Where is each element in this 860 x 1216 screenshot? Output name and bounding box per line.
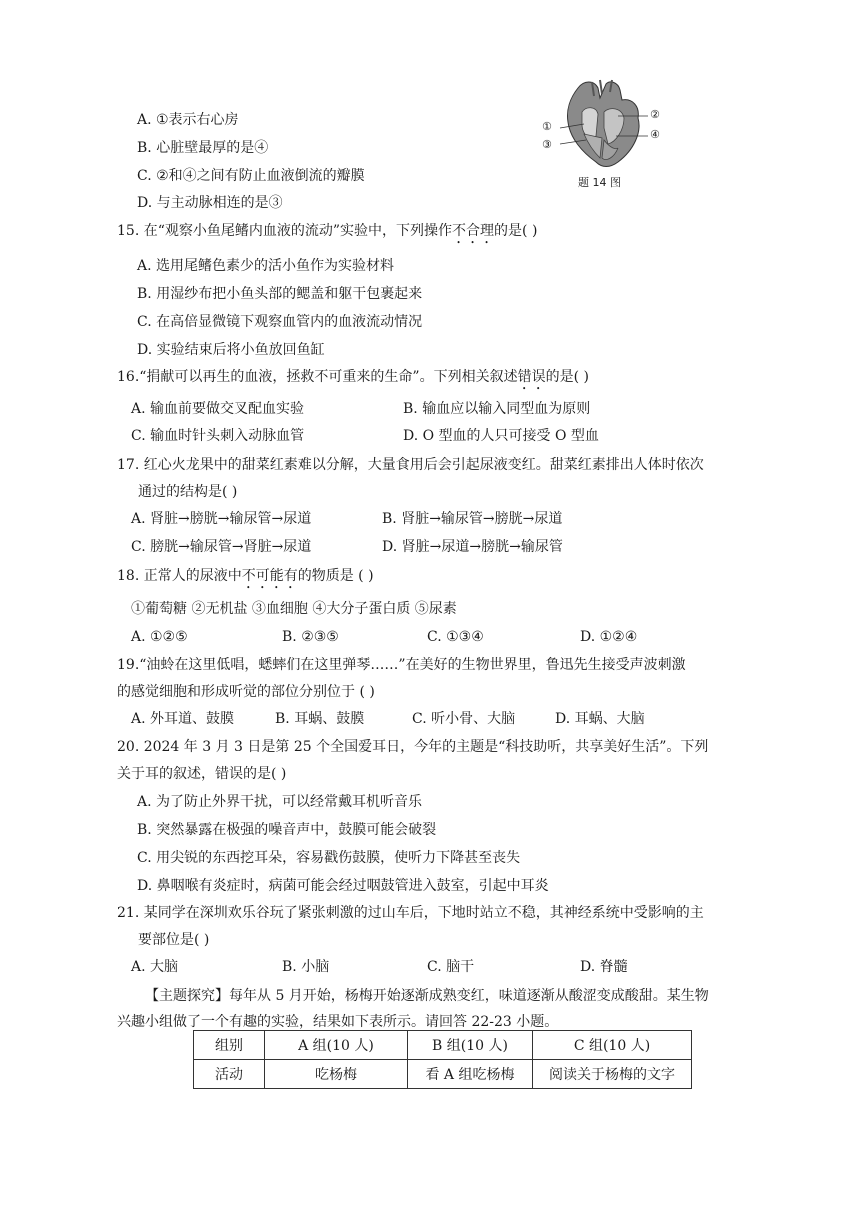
q15-stem-emphasis: 不合理 — [452, 223, 495, 239]
table-cell: C 组(10 人) — [533, 1031, 692, 1060]
q15-option-d: D. 实验结束后将小鱼放回鱼缸 — [137, 342, 325, 358]
q17-stem-line1: 17. 红心火龙果中的甜菜红素难以分解，大量食用后会引起尿液变红。甜菜红素排出人体时依次 — [117, 457, 704, 473]
q18-stem-emphasis: 不可能有 — [241, 568, 298, 584]
figure-caption: 题 14 图 — [578, 176, 621, 189]
q20-option-c: C. 用尖锐的东西挖耳朵，容易戳伤鼓膜，使听力下降甚至丧失 — [137, 850, 521, 866]
q16-option-a: A. 输血前要做交叉配血实验 — [131, 401, 305, 417]
table-cell: 组别 — [194, 1031, 265, 1060]
q14-option-a: A. ①表示右心房 — [137, 112, 239, 128]
figure-label-3: ③ — [542, 138, 552, 151]
heart-diagram-icon — [538, 78, 670, 174]
q15-stem-after: 的是( ) — [494, 223, 538, 239]
table-row — [194, 1031, 692, 1060]
q17-option-c: C. 膀胱→输尿管→肾脏→尿道 — [131, 539, 312, 555]
q20-stem-line2: 关于耳的叙述，错误的是( ) — [117, 766, 287, 782]
q15-stem-before: 15. 在“观察小鱼尾鳍内血液的流动”实验中，下列操作 — [117, 223, 453, 239]
q21-option-a: A. 大脑 — [131, 959, 179, 975]
q16-option-b: B. 输血应以输入同型血为原则 — [403, 401, 591, 417]
q15-stem — [117, 221, 537, 247]
q18-option-d: D. ①②④ — [580, 629, 638, 645]
table-row — [194, 1060, 692, 1089]
q19-option-c: C. 听小骨、大脑 — [412, 711, 516, 727]
table-cell: 活动 — [194, 1060, 265, 1089]
table-cell: 吃杨梅 — [265, 1060, 408, 1089]
q19-option-d: D. 耳蜗、大脑 — [555, 711, 645, 727]
q19-option-a: A. 外耳道、鼓膜 — [131, 711, 235, 727]
q15-option-a: A. 选用尾鳍色素少的活小鱼作为实验材料 — [137, 258, 395, 274]
figure-label-1: ① — [542, 120, 552, 133]
q17-option-b: B. 肾脏→输尿管→膀胱→尿道 — [382, 511, 563, 527]
q17-option-d: D. 肾脏→尿道→膀胱→输尿管 — [382, 539, 563, 555]
theme-intro-line1: 【主题探究】每年从 5 月开始，杨梅开始逐渐成熟变红，味道逐渐从酸涩变成酸甜。某生物 — [145, 988, 709, 1004]
heart-figure — [538, 78, 670, 190]
q16-option-c: C. 输血时针头刺入动脉血管 — [131, 428, 305, 444]
q21-stem-line2: 要部位是( ) — [138, 932, 210, 948]
q18-option-c: C. ①③④ — [427, 629, 484, 645]
table-cell: 看 A 组吃杨梅 — [408, 1060, 533, 1089]
q18-option-a: A. ①②⑤ — [131, 629, 188, 645]
q16-stem-after: 的是( ) — [545, 369, 589, 385]
q21-stem-line1: 21. 某同学在深圳欢乐谷玩了紧张刺激的过山车后，下地时站立不稳，其神经系统中受影响的主 — [117, 905, 704, 921]
q18-stem — [117, 566, 374, 592]
q16-stem-before: 16.“捐献可以再生的血液，拯救不可重来的生命”。下列相关叙述 — [117, 369, 518, 385]
q21-option-d: D. 脊髓 — [580, 959, 628, 975]
q14-option-b: B. 心脏壁最厚的是④ — [137, 140, 269, 156]
q18-items: ①葡萄糖 ②无机盐 ③血细胞 ④大分子蛋白质 ⑤尿素 — [131, 601, 457, 617]
figure-label-4: ④ — [650, 128, 660, 141]
q17-option-a: A. 肾脏→膀胱→输尿管→尿道 — [131, 511, 312, 527]
q16-stem-emphasis: 错误 — [517, 369, 546, 385]
q21-option-b: B. 小脑 — [282, 959, 330, 975]
q17-stem-line2: 通过的结构是( ) — [138, 484, 238, 500]
table-cell: 阅读关于杨梅的文字 — [533, 1060, 692, 1089]
q16-stem — [117, 367, 589, 393]
q14-option-c: C. ②和④之间有防止血液倒流的瓣膜 — [137, 168, 365, 184]
q16-option-d: D. O 型血的人只可接受 O 型血 — [403, 428, 599, 444]
q14-option-d: D. 与主动脉相连的是③ — [137, 195, 283, 211]
q19-stem-line2: 的感觉细胞和形成听觉的部位分别位于 ( ) — [117, 684, 375, 700]
table-cell: B 组(10 人) — [408, 1031, 533, 1060]
q20-option-b: B. 突然暴露在极强的噪音声中，鼓膜可能会破裂 — [137, 822, 437, 838]
q19-option-b: B. 耳蜗、鼓膜 — [275, 711, 365, 727]
q18-stem-after: 的物质是 ( ) — [297, 568, 374, 584]
q15-option-b: B. 用湿纱布把小鱼头部的鳃盖和躯干包裹起来 — [137, 286, 423, 302]
q21-option-c: C. 脑干 — [427, 959, 475, 975]
q18-option-b: B. ②③⑤ — [282, 629, 339, 645]
figure-label-2: ② — [650, 108, 660, 121]
q20-option-d: D. 鼻咽喉有炎症时，病菌可能会经过咽鼓管进入鼓室，引起中耳炎 — [137, 878, 549, 894]
q20-stem-line1: 20. 2024 年 3 月 3 日是第 25 个全国爱耳日，今年的主题是“科技助听，共享美好生活”。下列 — [117, 739, 709, 755]
table-cell: A 组(10 人) — [265, 1031, 408, 1060]
experiment-table — [193, 1030, 692, 1089]
q19-stem-line1: 19.“油蛉在这里低唱，蟋蟀们在这里弹琴……”在美好的生物世界里，鲁迅先生接受声波刺激 — [117, 657, 686, 673]
theme-intro-line2: 兴趣小组做了一个有趣的实验，结果如下表所示。请回答 22-23 小题。 — [117, 1014, 559, 1030]
q15-option-c: C. 在高倍显微镜下观察血管内的血液流动情况 — [137, 314, 423, 330]
q20-option-a: A. 为了防止外界干扰，可以经常戴耳机听音乐 — [137, 794, 423, 810]
q18-stem-before: 18. 正常人的尿液中 — [117, 568, 242, 584]
